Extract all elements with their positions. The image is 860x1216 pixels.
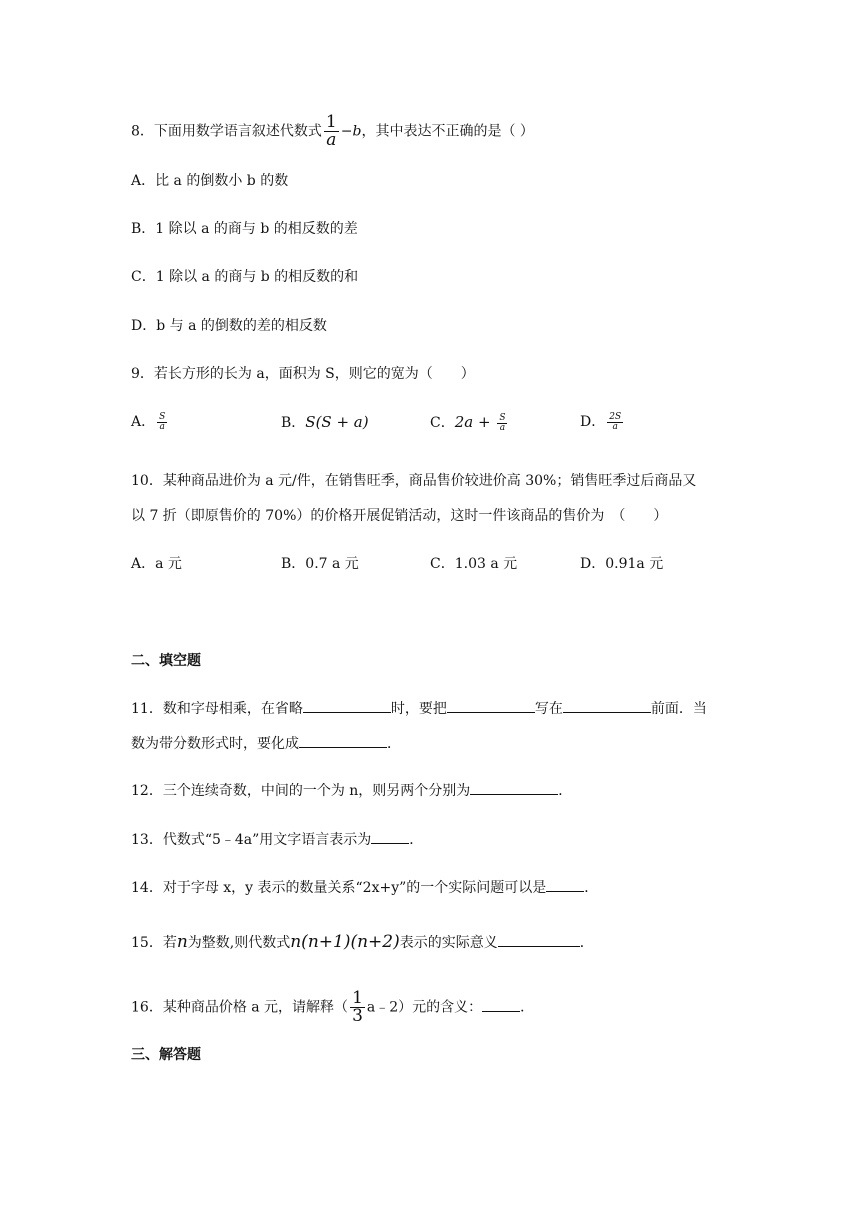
q11-blank-3[interactable]	[563, 698, 651, 713]
q13-text-2: ．	[409, 832, 424, 848]
q14-text-1: 14．对于字母 x，y 表示的数量关系“2x+y”的一个实际问题可以是	[131, 880, 547, 896]
q8-frac-num: 1	[325, 112, 337, 132]
question-10-line-1: 10．某种商品进价为 a 元/件，在销售旺季，商品售价较进价高 30%；销售旺季过后商品又	[131, 473, 697, 489]
q8-suffix: ，其中表达不正确的是（ ）	[361, 123, 534, 140]
q11-text-2: 时，要把	[390, 701, 447, 717]
q15-expression: n(n+1)(n+2)	[290, 932, 400, 952]
q8-frac-den: a	[326, 130, 337, 150]
q10-option-d: D．0.91a 元	[580, 556, 664, 572]
q16-frac-den: 3	[352, 1006, 363, 1026]
q12-blank[interactable]	[470, 780, 558, 795]
q9-option-a-label: A．	[131, 414, 156, 430]
q8-option-d: D．b 与 a 的倒数的差的相反数	[131, 318, 327, 334]
q16-frac-num: 1	[352, 988, 363, 1008]
q15-text-2: 为整数,则代数式	[187, 935, 291, 951]
q9-option-b-label: B．	[281, 415, 306, 431]
q10-option-b: B．0.7 a 元	[281, 556, 359, 572]
question-12	[131, 780, 572, 801]
q11-text-1: 11．数和字母相乘，在省略	[131, 701, 303, 717]
q10-option-c: C．1.03 a 元	[430, 556, 518, 572]
q15-text-3: 表示的实际意义	[399, 935, 498, 951]
q15-var-n: n	[176, 932, 188, 952]
question-15	[131, 932, 594, 953]
question-8	[131, 114, 534, 149]
section-3-title: 三、解答题	[131, 1047, 201, 1063]
question-14	[131, 877, 598, 898]
q12-text-1: 12．三个连续奇数，中间的一个为 n，则另两个分别为	[131, 783, 471, 799]
q14-blank[interactable]	[546, 877, 584, 892]
q11-text-6: ．	[387, 736, 401, 752]
q8-prefix: 8．下面用数学语言叙述代数式	[131, 123, 322, 140]
question-11-line-1	[131, 698, 707, 719]
q9-option-d-fraction	[607, 413, 623, 432]
q11-blank-1[interactable]	[303, 698, 391, 713]
q11-blank-2[interactable]	[447, 698, 535, 713]
q9-d-num: 2S	[609, 411, 622, 422]
q13-text-1: 13．代数式“5﹣4a”用文字语言表示为	[131, 832, 372, 848]
q9-option-c-expr: 2a +	[454, 413, 496, 431]
q8-fraction	[324, 114, 339, 149]
q16-text-1: 16．某种商品价格 a 元，请解释（	[131, 999, 349, 1016]
q9-a-den: a	[159, 421, 165, 432]
question-10-line-2: 以 7 折（即原售价的 70%）的价格开展促销活动，这时一件该商品的售价为 （ ）	[131, 508, 668, 524]
q8-option-a: A．比 a 的倒数小 b 的数	[131, 173, 289, 189]
q11-blank-4[interactable]	[299, 733, 387, 748]
q12-text-2: ．	[558, 783, 573, 799]
q9-d-den: a	[612, 421, 618, 432]
q8-minus: −	[340, 123, 353, 140]
q9-option-a-fraction	[157, 413, 167, 432]
q16-fraction	[350, 990, 365, 1025]
q14-text-2: ．	[584, 880, 599, 896]
question-9: 9．若长方形的长为 a，面积为 S，则它的宽为（ ）	[131, 366, 475, 382]
section-2-title: 二、填空题	[131, 653, 201, 669]
q15-text-4: ．	[579, 935, 594, 951]
q9-option-b-expr: S(S + a)	[305, 413, 369, 431]
q16-text-3: ．	[520, 999, 535, 1016]
q11-text-5: 数为带分数形式时，要化成	[131, 736, 299, 752]
q9-option-c-label: C．	[430, 415, 455, 431]
q9-a-num: S	[159, 411, 166, 422]
q11-text-3: 写在	[534, 701, 563, 717]
q9-option-b	[281, 412, 369, 433]
q8-var-b: b	[352, 123, 362, 140]
q9-c-num: S	[499, 412, 506, 423]
q16-blank[interactable]	[482, 997, 520, 1012]
q15-text-1: 15．若	[131, 935, 177, 951]
q9-c-den: a	[499, 422, 506, 433]
q8-option-c: C．1 除以 a 的商与 b 的相反数的和	[131, 269, 359, 285]
q9-option-c	[430, 412, 509, 433]
q9-option-d-label: D．	[580, 414, 606, 430]
q8-option-b: B．1 除以 a 的商与 b 的相反数的差	[131, 221, 358, 237]
q15-blank[interactable]	[498, 932, 580, 947]
question-13	[131, 829, 423, 850]
q9-option-a	[131, 412, 169, 432]
question-16	[131, 990, 534, 1025]
q11-text-4: 前面．当	[650, 701, 707, 717]
question-11-line-2	[131, 733, 401, 754]
q10-option-a: A．a 元	[131, 556, 182, 572]
q9-option-c-fraction	[497, 414, 507, 433]
q13-blank[interactable]	[371, 829, 409, 844]
q9-option-d	[580, 412, 625, 432]
q16-text-2: a﹣2）元的含义：	[366, 999, 483, 1016]
